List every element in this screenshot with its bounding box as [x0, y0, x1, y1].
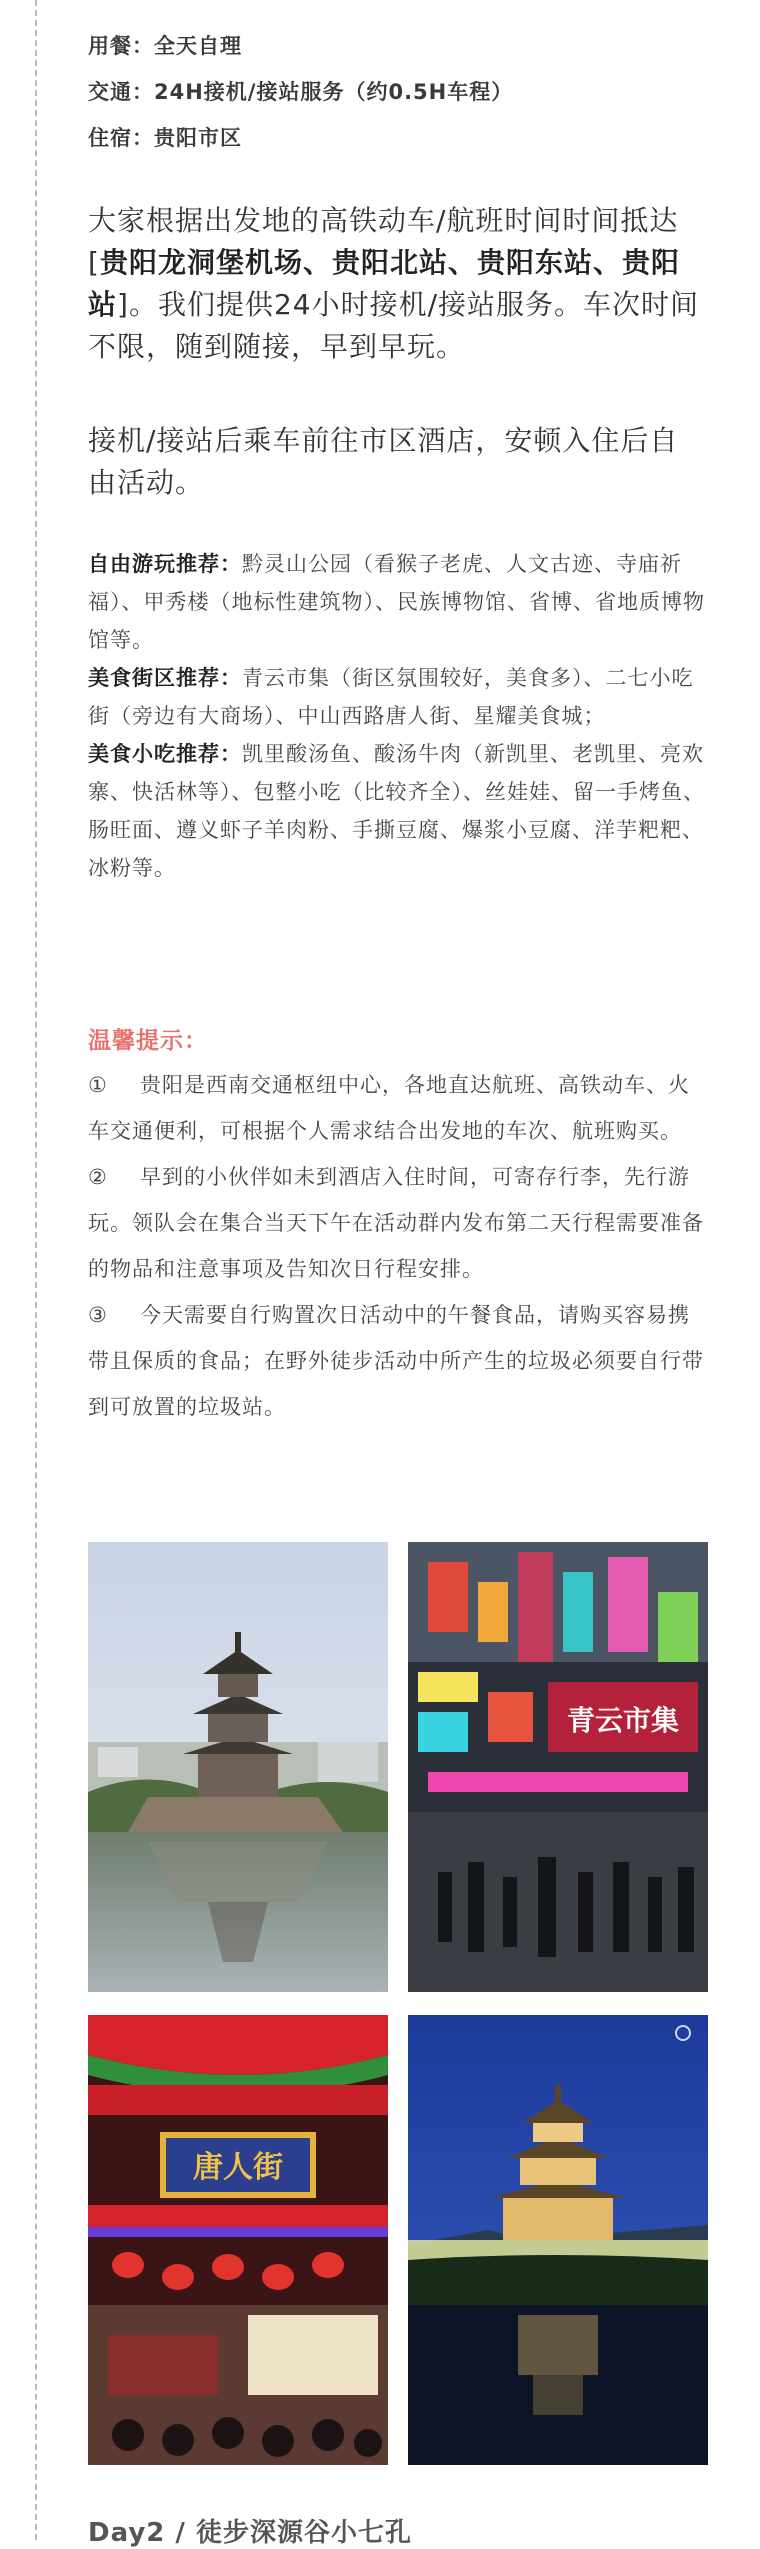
tip-item	[88, 1154, 706, 1292]
next-day-title: Day2 / 徒步深源谷小七孔	[88, 2518, 412, 2548]
tip-item	[88, 1292, 706, 1430]
tips-list	[88, 1062, 706, 1430]
tips-title: 温馨提示：	[88, 1028, 208, 1054]
checkin-paragraph: 接机/接站后乘车前往市区酒店，安顿入住后自由活动。	[88, 424, 679, 499]
photo-qingyun-market-night[interactable]	[408, 1542, 708, 1992]
tip-text: 今天需要自行购置次日活动中的午餐食品，请购买容易携带且保质的食品；在野外徒步活动中所产生的垃圾必须要自行带到可放置的垃圾站。	[88, 1303, 704, 1419]
rec-label: 美食街区推荐：	[88, 666, 242, 690]
qingyun-sign-text: 青云市集	[566, 1704, 680, 1737]
photo-jiaxiu-pavilion-day[interactable]	[88, 1542, 388, 1992]
meals-info: 用餐：全天自理	[88, 34, 242, 58]
tip-text: 早到的小伙伴如未到酒店入住时间，可寄存行李，先行游玩。领队会在集合当天下午在活动群内发布第二天行程需要准备的物品和注意事项及告知次日行程安排。	[88, 1165, 704, 1281]
transport-info: 交通：24H接机/接站服务（约0.5H车程）	[88, 80, 514, 104]
rec-text: 黔灵山公园（看猴子老虎、人文古迹、寺庙祈福）、甲秀楼（地标性建筑物）、民族博物馆、省博、省地质博物馆等。	[88, 552, 705, 652]
photo-jiaxiu-pavilion-night[interactable]	[408, 2015, 708, 2465]
rec-food-streets	[88, 659, 706, 735]
tip-number: ③	[88, 1303, 108, 1327]
rec-free-play	[88, 545, 706, 659]
recommendations-section	[88, 545, 706, 887]
rec-text: 凯里酸汤鱼、酸汤牛肉（新凯里、老凯里、亮欢寨、快活林等）、包整小吃（比较齐全）、丝娃娃、留一手烤鱼、肠旺面、遵义虾子羊肉粉、手撕豆腐、爆浆小豆腐、洋芋粑粑、冰粉等。	[88, 742, 705, 880]
rec-label: 自由游玩推荐：	[88, 552, 242, 576]
lodging-info: 住宿：贵阳市区	[88, 126, 242, 150]
tip-number: ②	[88, 1165, 108, 1189]
arrival-text-end: ]。我们提供24小时接机/接站服务。车次时间不限，随到随接，早到早玩。	[88, 288, 700, 363]
arrival-paragraph	[88, 200, 706, 368]
tip-text: 贵阳是西南交通枢纽中心，各地直达航班、高铁动车、火车交通便利，可根据个人需求结合出发地的车次、航班购买。	[88, 1073, 690, 1143]
rec-snacks	[88, 735, 706, 887]
tip-item	[88, 1062, 706, 1154]
arrival-text-start: 大家根据出发地的高铁动车/航班时间时间抵达[	[88, 204, 679, 279]
photo-tangren-street[interactable]	[88, 2015, 388, 2465]
rec-label: 美食小吃推荐：	[88, 742, 242, 766]
tangren-sign-text: 唐人街	[193, 2150, 283, 2185]
tip-number: ①	[88, 1073, 108, 1097]
rec-text: 青云市集（街区氛围较好，美食多）、二七小吃街（旁边有大商场）、中山西路唐人街、星耀美食城；	[88, 666, 694, 728]
arrival-places: 贵阳龙洞堡机场、贵阳北站、贵阳东站、贵阳站	[88, 246, 680, 321]
timeline-dashed-line	[35, 0, 37, 2540]
